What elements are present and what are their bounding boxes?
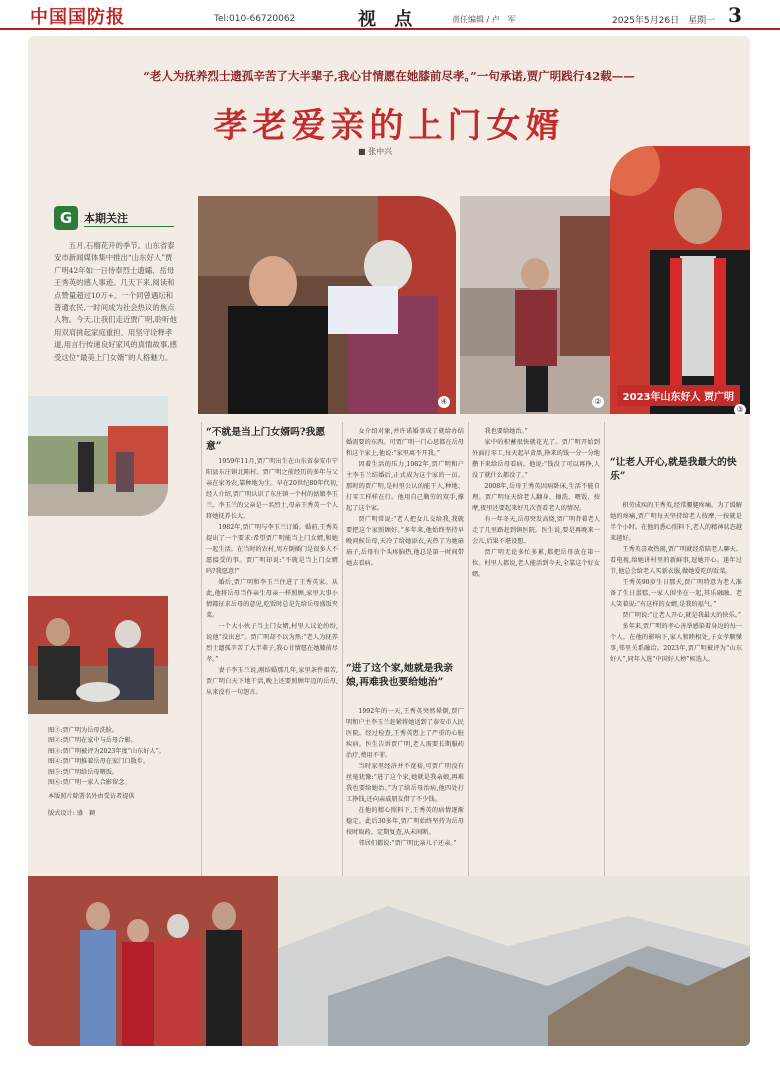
paragraph: 2008年,岳母王秀英因病卧床,生活不能自理。贾广明每天给老人翻身、擦洗、喂饭、按摩,夜里还要起来好几次查看老人的情况。 — [472, 483, 600, 512]
paragraph: 有一年冬天,岳母突发高烧,贾广明背着老人走了几里路赶到镇医院。医生说,要是再晚来一会儿,后果不堪设想。 — [472, 516, 600, 545]
article-headline: 孝老爱亲的上门女婿 — [213, 106, 565, 146]
paragraph: 因着生活的压力,1982年,贾广明和户主李玉兰结婚后,正式成为这个家的一员。那时的贾广明,是村里公认的能干人,种地、打零工样样在行。他用自己勤劳的双手,撑起了这个家。 — [346, 461, 464, 512]
caption-item: 图⑥:贾广明一家人合影留念。 — [48, 779, 131, 787]
paragraph: 贾广明常说:“老人把女儿交给我,我就要把这个家照顾好。”多年来,他始终坚持早晚问候岳母,天冷了给她添衣,天热了为她扇扇子,岳母有个头疼脑热,他总是第一时间带她去看病。 — [346, 516, 464, 567]
photo-washing-face — [198, 196, 456, 414]
article-column-4 — [610, 500, 742, 934]
column-rule — [604, 422, 605, 934]
paragraph: 当时家里经济并不宽裕,可贾广明没有丝毫犹豫:“进了这个家,她就是我亲娘,再难我也要给她治。”为了给岳母治病,他四处打工挣钱,还向亲戚朋友借了不少钱。 — [346, 763, 464, 803]
paragraph: 邻居们都说:“贾广明比亲儿子还亲。” — [358, 840, 457, 847]
photo-stroll-outdoor — [28, 396, 168, 516]
paragraph: 女介绍对象,并许诺婚事成了就给办结婚需要的东西。可贾广明一门心思都在岳母和这个家上,他说:“家里离不开我。” — [346, 428, 464, 457]
article-column-2 — [346, 426, 464, 656]
photo-feeding — [28, 596, 168, 714]
article-column-1 — [206, 456, 338, 934]
paragraph: 贾广明说:“让老人开心,就是我最大的快乐。” — [622, 612, 742, 619]
caption-item: 图②:贾广明在家中与岳母合影。 — [48, 737, 137, 745]
article-byline: ■ 张中兴 — [358, 147, 393, 156]
paragraph: 1982年,贾广明与李玉兰订婚。婚前,王秀英提出了一个要求:希望贾广明能当上门女婿,和她一起生活。在当时的农村,男方倒插门是很多人不愿接受的事。贾广明却说:“不就是当上门女婿吗?我愿意!” — [206, 524, 338, 575]
bottom-landscape-banner — [28, 876, 750, 1046]
paragraph: 妻子李玉兰说,刚结婚那几年,家里条件艰苦,贾广明白天下地干活,晚上还要照顾年迈的岳母,从来没有一句怨言。 — [206, 667, 338, 696]
focus-logo-icon: G — [54, 206, 78, 230]
caption-item: 图⑤:贾广明给岳母喂饭。 — [48, 768, 119, 776]
article-subtitle: “老人为抚养烈士遗孤辛苦了大半辈子,我心甘情愿在她膝前尽孝。”一句承诺,贾广明践行42载—— — [143, 69, 635, 83]
photo-washing-face-image — [198, 196, 456, 414]
paragraph: 王秀英喜欢热闹,贾广明就经常陪老人聊天、看电视,给她讲村里的新鲜事,逗她开心。逢年过节,他总会给老人买新衣服,做她爱吃的饭菜。 — [610, 546, 742, 575]
section-heading-2: “进了这个家,她就是我亲娘,再难我也要给她治” — [346, 663, 454, 688]
page-number: 3 — [728, 3, 742, 27]
section-heading-3: “让老人开心,就是我最大的快乐” — [610, 457, 737, 482]
paragraph: 婚后,贾广明和李玉兰住进了王秀英家。从此,他将岳母当作亲生母亲一样照顾,家里大事小情都征求岳母的意见,吃饭时总是先给岳母盛饭夹菜。 — [206, 579, 338, 619]
article-column-3 — [472, 426, 600, 934]
photo-feeding-image — [28, 596, 168, 714]
layout-design-credit: 版式设计: 盛 颖 — [48, 809, 96, 817]
article-canvas — [28, 36, 750, 1046]
photo-number-marker: ③ — [734, 404, 746, 414]
paragraph: 1992年的一天,王秀英突然晕倒,贾广明和户主李玉兰赶紧将她送到了泰安市人民医院。经过检查,王秀英患上了严重的心脏疾病。医生告诉贾广明,老人需要长期服药治疗,费用不菲。 — [346, 708, 464, 759]
photo-number-marker: ④ — [438, 396, 450, 408]
paragraph: 一个大小伙子当上门女婿,村里人议论纷纷,说他“没出息”。贾广明却不以为然:“老人为抚养烈士遗孤辛苦了大半辈子,我心甘情愿在她膝前尽孝。” — [206, 623, 338, 663]
column-rule — [468, 422, 469, 934]
section-heading-1: “不就是当上门女婿吗?我愿意” — [206, 427, 326, 452]
paragraph: 我也要给她治。” — [484, 428, 528, 435]
newspaper-logo: 中国国防报 — [30, 7, 125, 28]
photo-walking-support-image — [460, 196, 610, 414]
caption-item: 图③:贾广明被评为2023年度“山东好人”。 — [48, 747, 165, 755]
issue-date: 2025年5月26日 星期一 — [612, 16, 716, 26]
column-rule — [201, 422, 202, 934]
photo-number-marker: ② — [592, 396, 604, 408]
bottom-landscape-image — [28, 876, 750, 1046]
caption-item: 图①:贾广明为岳母洗脸。 — [48, 727, 119, 734]
paragraph: 贾广明无论多忙多累,都把岳母放在第一位。村里人都说,老人能活到今天,全靠这个好女婿。 — [472, 549, 600, 578]
editor-credit: 责任编辑 / 卢 军 — [452, 15, 516, 24]
masthead — [0, 0, 780, 30]
focus-text: 五月,石榴花开的季节。山东省泰安市新闻媒体集中推出“山东好人”贾广明42年如一日侍奉烈士遗孀、岳母王秀英的感人事迹。几天下来,阅读和点赞量超过10万+。一个同曾遇坛和普通农民,一时间成为社会热议的焦点人物。今天,让我们走近贾广明,聆听他用双肩挑起家庭重担、用坚守诠释孝道,用言行传递良好家风的真情故事,感受这位“最美上门女婿”的人格魅力。 — [54, 241, 177, 362]
section-title: 视 点 — [358, 9, 419, 30]
paragraph: 家中的积蓄很快就花光了。贾广明开始到外面打零工,每天起早贪黑,挣来的钱一分一分地攒下来给岳母看病。他说:“钱没了可以再挣,人没了就什么都没了。” — [472, 439, 600, 479]
photo-captions — [48, 726, 198, 819]
focus-title: 本期关注 — [84, 212, 128, 225]
caption-item: 图④:贾广明推着岳母在家门口散步。 — [48, 758, 150, 766]
photo-award-portrait-image — [610, 146, 750, 414]
column-rule — [342, 422, 343, 934]
paragraph: 在他的精心照料下,王秀英的病情逐渐稳定。此后30多年,贾广明始终坚持为岳母按时取药、定期复查,从未间断。 — [346, 807, 464, 836]
photo-walking-support — [460, 196, 610, 414]
telephone: Tel:010-66720062 — [214, 14, 296, 24]
paragraph: 1959年11月,贾广明出生在山东省泰安市宁阳县东庄镇北陈村。贾广明之前经历的多年与父亲在家务农,靠种地为生。早在20世纪80年代初,经人介绍,贾广明认识了东庄镇一个村的姑娘李玉兰。李玉兰的父亲是一名烈士,母亲王秀英一个人将她抚养长大。 — [206, 458, 338, 520]
photo-stroll-outdoor-image — [28, 396, 168, 516]
photo-award-portrait — [610, 146, 750, 414]
focus-divider — [84, 226, 174, 227]
paragraph: 王秀英90岁生日那天,贾广明特意为老人准备了生日蛋糕,一家人围坐在一起,其乐融融。老人笑着说:“有这样的女婿,是我的福气。” — [610, 579, 742, 608]
award-caption: 2023年山东好人 贾广明 — [617, 385, 740, 406]
photo-credit: 本版照片除署名外由受访者提供 — [48, 793, 135, 801]
paragraph: 多年来,贾广明的孝心善举感染着身边的每一个人。在他的影响下,家人和睦相处,子女孝顺懂事,邻里关系融洽。2023年,贾广明被评为“山东好人”,同年入选“中国好人榜”候选人。 — [610, 623, 742, 663]
paragraph: 积劳成疾的王秀英,经常腰腿疼痛。为了缓解她的疼痛,贾广明每天坚持给老人按摩,一按就是半个小时。在他的悉心照料下,老人的精神状态越来越好。 — [610, 502, 742, 542]
